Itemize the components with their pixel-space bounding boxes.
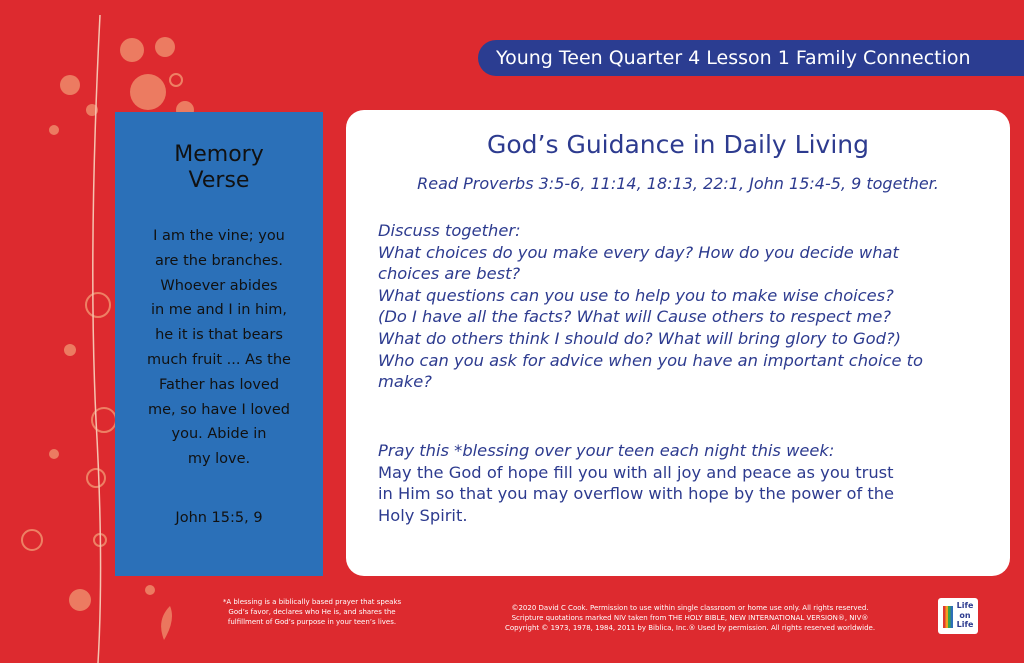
prayer-line: May the God of hope fill you with all joy and peace as you trust — [378, 462, 894, 482]
prayer-line: in Him so that you may overflow with hope by the power of the — [378, 484, 895, 504]
blessing-footnote: *A blessing is a biblically based prayer that speaks God’s favor, declares who He is, and shares the fulfillment of God’s purpose in your teen’s lives. — [222, 598, 402, 626]
logo-stripes-icon — [943, 606, 953, 628]
lesson-banner: Young Teen Quarter 4 Lesson 1 Family Connection — [478, 40, 1024, 76]
logo-text: Life on Life — [956, 601, 974, 629]
life-on-life-logo — [938, 598, 978, 634]
lesson-content-card — [346, 110, 1010, 576]
prayer-line: Holy Spirit. — [378, 505, 468, 525]
prayer-intro: Pray this *blessing over your teen each night this week: — [378, 441, 835, 460]
memory-verse-title: Memory Verse — [174, 142, 264, 193]
lesson-title: God’s Guidance in Daily Living — [487, 130, 869, 159]
copyright-notice: ©2020 David C Cook. Permission to use within single classroom or home use only. All rights reserved. Scripture quotations marked NIV taken from THE HOLY BIBLE, NEW INTERNATIONAL VERSION®, NIV® Copyright © 1973, 1978, 1984, 2011 by Biblica, Inc.® Used by permission. All rights reserved worldwide. — [504, 604, 876, 632]
memory-verse-text: I am the vine; you are the branches. Whoever abides in me and I in him, he it is that bears much fruit ... As the Father has loved me, so have I loved you. Abide in my love. — [147, 228, 291, 468]
discussion-section: Discuss together: What choices do you make every day? How do you decide what choices are best? What questions can you use to help you to make wise choices? (Do I have all the facts? What will Cause others to respect me? What do others think I should do? What will bring glory to God?) Who can you ask for advice when you have an important choice to make? — [378, 221, 923, 392]
reading-instruction: Read Proverbs 3:5-6, 11:14, 18:13, 22:1, John 15:4-5, 9 together. — [417, 174, 939, 193]
memory-verse-reference: John 15:5, 9 — [175, 509, 263, 526]
memory-verse-card — [115, 112, 323, 576]
prayer-section — [378, 440, 998, 526]
